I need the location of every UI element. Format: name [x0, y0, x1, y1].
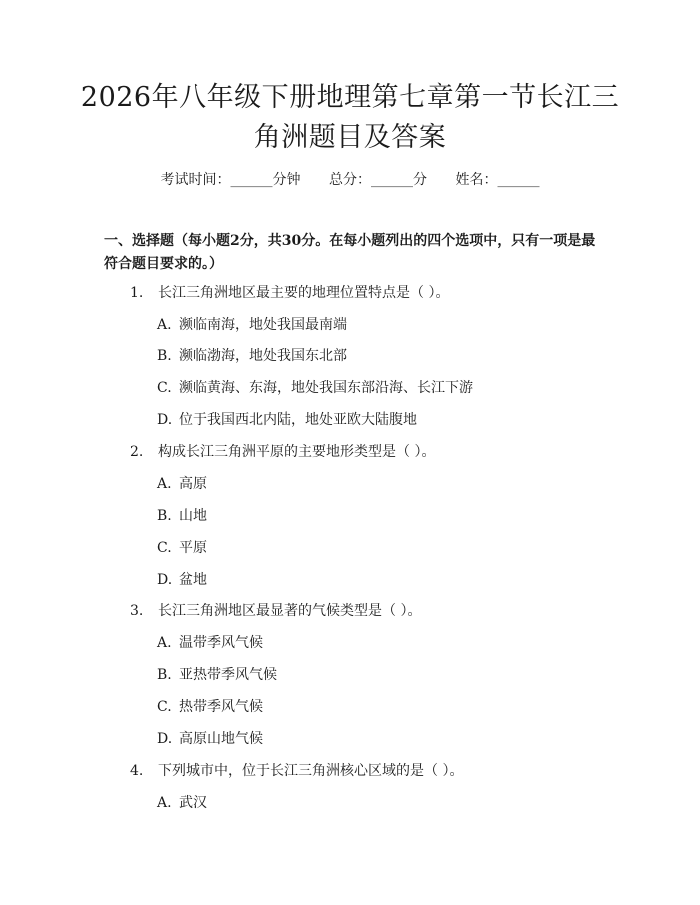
question-number: 4.	[130, 763, 144, 779]
option-3c	[157, 696, 263, 716]
option-letter: D.	[157, 412, 173, 428]
option-1b	[157, 345, 347, 365]
option-letter: C.	[157, 540, 172, 556]
option-text: 濒临南海，地处我国最南端	[179, 317, 347, 333]
section-heading	[104, 230, 604, 276]
option-2c	[157, 537, 207, 557]
option-text: 武汉	[179, 795, 207, 811]
option-letter: A.	[157, 795, 172, 811]
question-number: 3.	[130, 603, 144, 619]
option-text: 热带季风气候	[179, 699, 263, 715]
option-letter: C.	[157, 699, 172, 715]
option-2d	[157, 569, 207, 589]
total-score-label: 总分：______分	[329, 172, 427, 188]
option-text: 濒临黄海、东海，地处我国东部沿海、长江下游	[179, 380, 473, 396]
option-text: 亚热带季风气候	[179, 667, 277, 683]
section-heading-line-1: 一、选择题（每小题2分，共30分。在每小题列出的四个选项中，只有一项是最	[104, 233, 596, 249]
page-title	[60, 78, 640, 158]
exam-info	[0, 169, 700, 189]
question-3	[130, 600, 421, 620]
section-heading-line-2: 符合题目要求的。）	[104, 256, 223, 272]
question-4	[130, 760, 463, 780]
option-1c	[157, 377, 473, 397]
option-text: 濒临渤海，地处我国东北部	[179, 348, 347, 364]
exam-time-label: 考试时间：______分钟	[160, 172, 301, 188]
option-letter: A.	[157, 635, 172, 651]
question-number: 2.	[130, 444, 144, 460]
option-text: 高原山地气候	[179, 731, 263, 747]
option-letter: B.	[157, 667, 172, 683]
option-letter: C.	[157, 380, 172, 396]
question-text: 长江三角洲地区最主要的地理位置特点是（ ）。	[158, 285, 450, 301]
option-3a	[157, 632, 263, 652]
question-text: 下列城市中，位于长江三角洲核心区域的是（ ）。	[158, 763, 464, 779]
option-letter: B.	[157, 508, 172, 524]
question-1	[130, 282, 449, 302]
title-line-1: 2026年八年级下册地理第七章第一节长江三	[80, 82, 620, 113]
option-3d	[157, 728, 263, 748]
question-text: 构成长江三角洲平原的主要地形类型是（ ）。	[158, 444, 436, 460]
option-4a	[157, 792, 207, 812]
name-label: 姓名：______	[455, 172, 540, 188]
option-letter: D.	[157, 572, 173, 588]
option-letter: A.	[157, 317, 172, 333]
option-text: 温带季风气候	[179, 635, 263, 651]
option-letter: A.	[157, 476, 172, 492]
option-text: 高原	[179, 476, 207, 492]
option-1a	[157, 314, 347, 334]
option-3b	[157, 664, 277, 684]
question-2	[130, 441, 435, 461]
option-text: 山地	[179, 508, 207, 524]
option-letter: D.	[157, 731, 173, 747]
option-text: 位于我国西北内陆，地处亚欧大陆腹地	[179, 412, 417, 428]
question-text: 长江三角洲地区最显著的气候类型是（ ）。	[158, 603, 422, 619]
option-2b	[157, 505, 207, 525]
question-number: 1.	[130, 285, 144, 301]
option-letter: B.	[157, 348, 172, 364]
title-line-2: 角洲题目及答案	[253, 122, 447, 153]
option-text: 平原	[179, 540, 207, 556]
option-1d	[157, 409, 417, 429]
option-2a	[157, 473, 207, 493]
option-text: 盆地	[179, 572, 207, 588]
